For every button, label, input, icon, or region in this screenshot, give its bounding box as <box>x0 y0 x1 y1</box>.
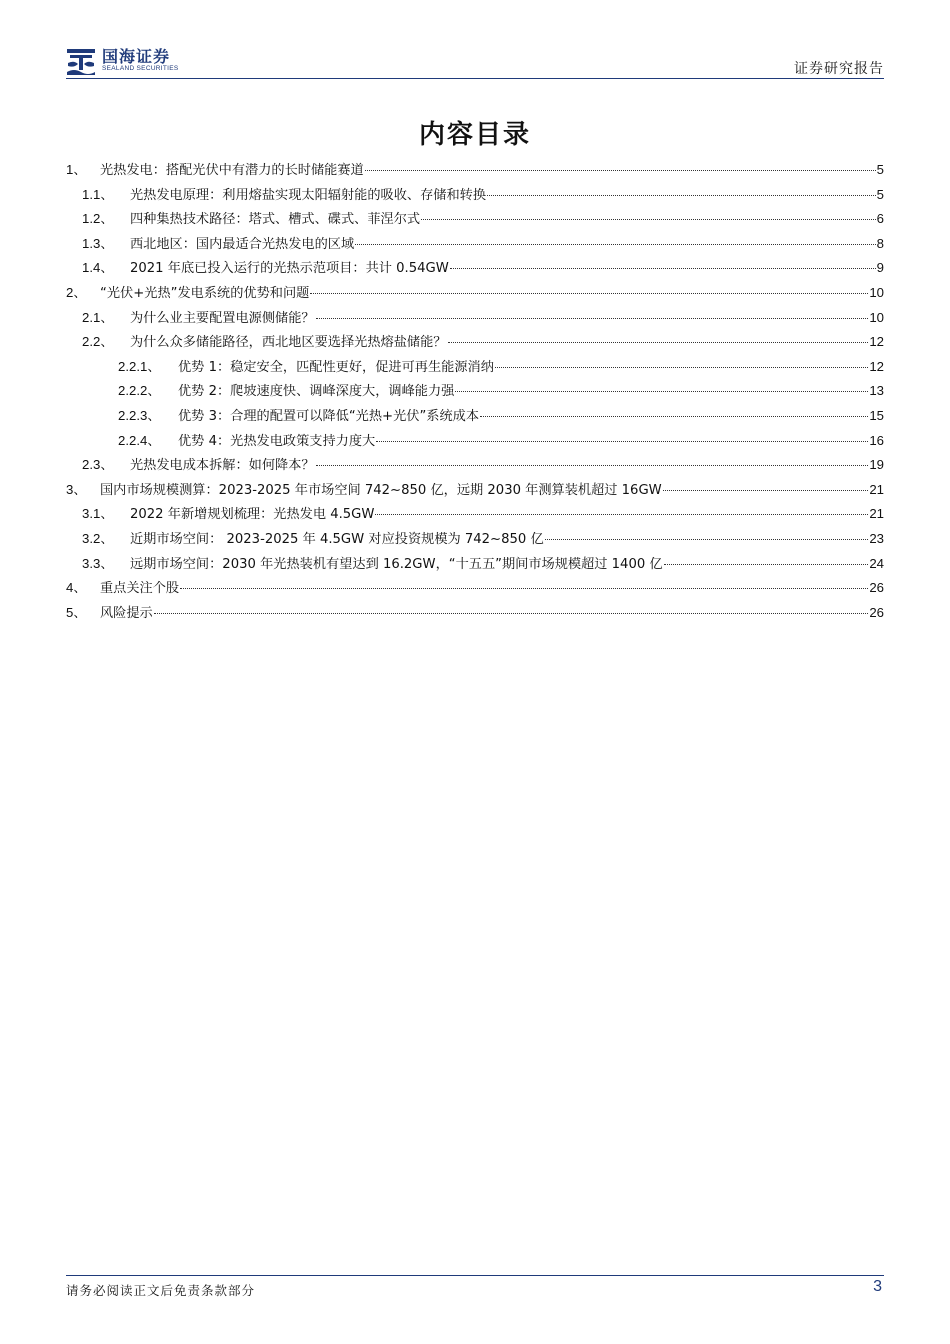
dot-leader <box>180 587 868 589</box>
toc-entry-number: 1.4、 <box>82 260 114 276</box>
toc-entry-number: 5、 <box>66 604 87 620</box>
footer-divider <box>66 1275 884 1276</box>
dot-leader <box>664 563 869 565</box>
toc-entry[interactable] <box>66 478 884 503</box>
toc-entry-number: 3.1、 <box>82 506 114 522</box>
toc-entry[interactable] <box>66 601 884 626</box>
toc-title: 内容目录 <box>418 120 531 150</box>
toc-entry-page: 10 <box>869 284 884 300</box>
dot-leader <box>375 513 868 515</box>
logo-name-en: SEALAND SECURITIES <box>102 65 179 72</box>
toc-entry-page: 13 <box>869 383 884 399</box>
toc-entry-title: 光热发电：搭配光伏中有潜力的长时储能赛道 <box>100 163 364 178</box>
toc-entry-title: 近期市场空间： 2023-2025 年 4.5GW 对应投资规模为 742~850 亿 <box>130 531 544 547</box>
toc-entry-number: 2.3、 <box>82 457 114 473</box>
toc-entry-number: 1.1、 <box>82 186 114 202</box>
toc-entry-number: 2、 <box>66 284 87 300</box>
toc-entry-title: 重点关注个股 <box>100 581 180 597</box>
toc-entry-number: 2.1、 <box>82 309 114 325</box>
header-divider <box>66 78 884 79</box>
dot-leader <box>365 169 876 171</box>
toc-entry[interactable] <box>66 502 884 527</box>
toc-entry-title: “光伏+光热”发电系统的优势和问题 <box>100 285 310 301</box>
toc-entry-number: 1.3、 <box>82 235 114 251</box>
toc-entry-page: 12 <box>869 334 884 350</box>
toc-entry[interactable] <box>66 158 884 183</box>
page-number: 3 <box>873 1278 882 1295</box>
dot-leader <box>316 464 869 466</box>
toc-entry-number: 2.2、 <box>82 334 114 350</box>
toc-entry-number: 1.2、 <box>82 211 114 227</box>
toc-entry-number: 1、 <box>66 162 87 177</box>
toc-entry-title: 优势 4：光热发电政策支持力度大 <box>178 433 376 449</box>
toc-entry-page: 24 <box>869 555 884 571</box>
toc-entry[interactable] <box>66 330 884 355</box>
sealand-logo-icon <box>66 46 96 76</box>
toc-entry[interactable] <box>66 355 884 380</box>
disclaimer-note: 请务必阅读正文后免责条款部分 <box>66 1283 256 1298</box>
dot-leader <box>154 612 869 614</box>
toc-entry-title: 优势 1：稳定安全，匹配性更好，促进可再生能源消纳 <box>178 359 494 375</box>
dot-leader <box>455 390 868 392</box>
toc-entry-title: 光热发电原理：利用熔盐实现太阳辐射能的吸收、存储和转换 <box>130 187 487 203</box>
toc-entry[interactable] <box>66 552 884 577</box>
toc-entry-page: 26 <box>869 604 884 620</box>
dot-leader <box>316 317 869 319</box>
toc-entry[interactable] <box>66 429 884 454</box>
toc-entry-title: 四种集热技术路径：塔式、槽式、碟式、菲涅尔式 <box>130 212 421 228</box>
toc-entry[interactable] <box>66 576 884 601</box>
toc-entry-number: 3.3、 <box>82 555 114 571</box>
toc-entry-title: 西北地区：国内最适合光热发电的区域 <box>130 236 355 252</box>
toc-entry-page: 26 <box>869 580 884 596</box>
toc-entry-page: 15 <box>869 407 884 423</box>
dot-leader <box>663 489 869 491</box>
toc-entry-page: 5 <box>876 162 884 177</box>
toc-entry-page: 12 <box>869 358 884 374</box>
toc-entry-title: 优势 3：合理的配置可以降低“光热+光伏”系统成本 <box>178 408 480 424</box>
logo-name-cn: 国海证券 <box>102 47 171 66</box>
toc-entry-title: 2021 年底已投入运行的光热示范项目：共计 0.54GW <box>130 261 449 277</box>
dot-leader <box>495 366 868 368</box>
dot-leader <box>480 415 868 417</box>
toc-entry[interactable] <box>66 527 884 552</box>
toc-entry-page: 21 <box>869 481 884 497</box>
toc-entry-page: 5 <box>876 186 884 202</box>
toc-entry-title: 为什么业主要配置电源侧储能？ <box>130 310 315 326</box>
toc-entry-page: 9 <box>876 260 884 276</box>
toc-entry-page: 10 <box>869 309 884 325</box>
dot-leader <box>376 440 868 442</box>
toc-entry-number: 2.2.4、 <box>118 432 161 448</box>
toc-entry-title: 优势 2：爬坡速度快、调峰深度大，调峰能力强 <box>178 384 455 400</box>
table-of-contents <box>66 158 884 625</box>
dot-leader <box>450 267 876 269</box>
toc-entry-page: 23 <box>869 530 884 546</box>
toc-entry-title: 光热发电成本拆解：如何降本？ <box>130 458 315 474</box>
toc-entry-number: 2.2.3、 <box>118 407 161 423</box>
toc-entry[interactable] <box>66 207 884 232</box>
toc-entry[interactable] <box>66 453 884 478</box>
toc-entry-title: 远期市场空间：2030 年光热装机有望达到 16.2GW，“十五五”期间市场规模超过 1400 亿 <box>130 556 663 572</box>
dot-leader <box>310 292 868 294</box>
toc-entry[interactable] <box>66 306 884 331</box>
toc-entry[interactable] <box>66 404 884 429</box>
toc-entry[interactable] <box>66 379 884 404</box>
toc-entry-number: 3、 <box>66 481 87 497</box>
toc-entry[interactable] <box>66 281 884 306</box>
page-header <box>66 40 884 80</box>
toc-entry[interactable] <box>66 183 884 208</box>
toc-entry-page: 6 <box>876 211 884 227</box>
toc-entry-page: 8 <box>876 235 884 251</box>
dot-leader <box>421 218 876 220</box>
toc-entry-title: 国内市场规模测算：2023-2025 年市场空间 742~850 亿，远期 2030 年测算装机超过 16GW <box>100 482 662 498</box>
dot-leader <box>448 341 869 343</box>
toc-entry-number: 4、 <box>66 580 87 596</box>
toc-entry[interactable] <box>66 256 884 281</box>
toc-entry-number: 2.2.2、 <box>118 383 161 399</box>
toc-entry[interactable] <box>66 232 884 257</box>
toc-entry-page: 19 <box>869 457 884 473</box>
toc-entry-title: 2022 年新增规划梳理：光热发电 4.5GW <box>130 507 375 523</box>
toc-entry-page: 21 <box>869 506 884 522</box>
dot-leader <box>355 243 875 245</box>
report-type-label: 证券研究报告 <box>794 61 884 77</box>
dot-leader <box>545 538 869 540</box>
toc-entry-title: 风险提示 <box>100 605 153 621</box>
toc-entry-number: 3.2、 <box>82 530 114 546</box>
toc-entry-page: 16 <box>869 432 884 448</box>
company-logo <box>66 42 266 78</box>
toc-entry-number: 2.2.1、 <box>118 358 161 374</box>
dot-leader <box>487 194 876 196</box>
toc-entry-title: 为什么众多储能路径，西北地区要选择光热熔盐储能？ <box>130 335 447 351</box>
